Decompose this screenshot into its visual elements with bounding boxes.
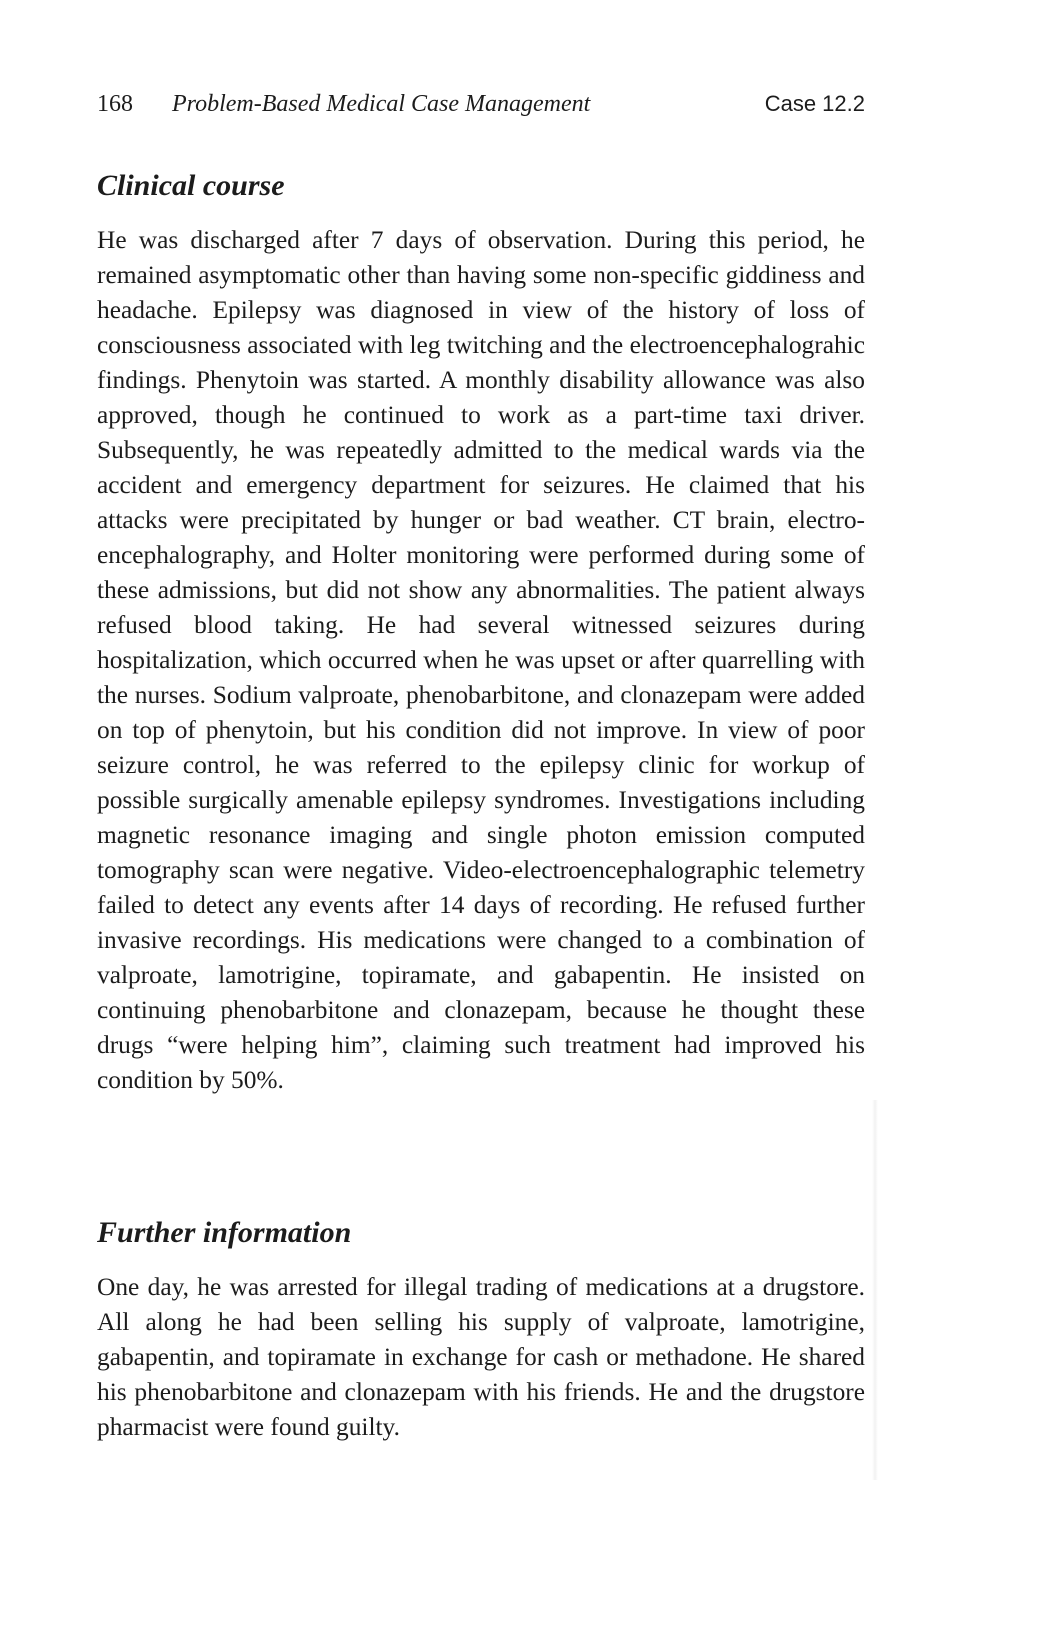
paragraph-further-information: One day, he was arrested for illegal trading of medications at a drugstore. All along he had been selling his supply of valproate, lamotrigine, gabapentin, and topiramate in exchange for cash or methadone. He shared his phenobarbitone and clonazepam with his friends. He and the drugstore pharmacist were found guilty. [97, 1273, 865, 1441]
book-title: Problem-Based Medical Case Management [172, 91, 591, 117]
scan-shadow [872, 1100, 878, 1480]
paragraph-clinical-course: He was discharged after 7 days of observation. During this period, he remained asymptomatic other than having some non-specific giddiness and headache. Epilepsy was diagnosed in view of the history of loss of consciousness associated with leg twitching and the electroencephalograhic findings. Phenytoin was started. A monthly disability allowance was also approved, though he continued to work as a part-time taxi driver. Subsequently, he was repeatedly admitted to the medical wards via the accident and emergency department for seizures. He claimed that his attacks were precipitated by hunger or bad weather. CT brain, electroencephalography, and Holter monitoring were performed during some of these admissions, but did not show any abnormalities. The patient always refused blood taking. He had several witnessed seizures during hospitalization, which occurred when he was upset or after quarrelling with the nurses. Sodium valproate, phenobarbitone, and clonazepam were added on top of phenytoin, but his condition did not improve. In view of poor seizure control, he was referred to the epilepsy clinic for workup of possible surgically amenable epilepsy syndromes. Investigations including magnetic resonance imaging and single photon emission computed tomography scan were negative. Video-electroencephalographic telemetry failed to detect any events after 14 days of recording. He refused further invasive recordings. His medications were changed to a combination of valproate, lamotrigine, topiramate, and gabapentin. He insisted on continuing phenobarbitone and clonazepam, because he thought these drugs “were helping him”, claiming such treatment had improved his condition by 50%. [97, 226, 865, 1094]
section-heading-further-information: Further information [97, 1216, 352, 1249]
page-number: 168 [97, 91, 133, 117]
section-heading-clinical-course: Clinical course [97, 169, 285, 202]
case-label: Case 12.2 [764, 91, 865, 116]
running-header [97, 86, 865, 122]
